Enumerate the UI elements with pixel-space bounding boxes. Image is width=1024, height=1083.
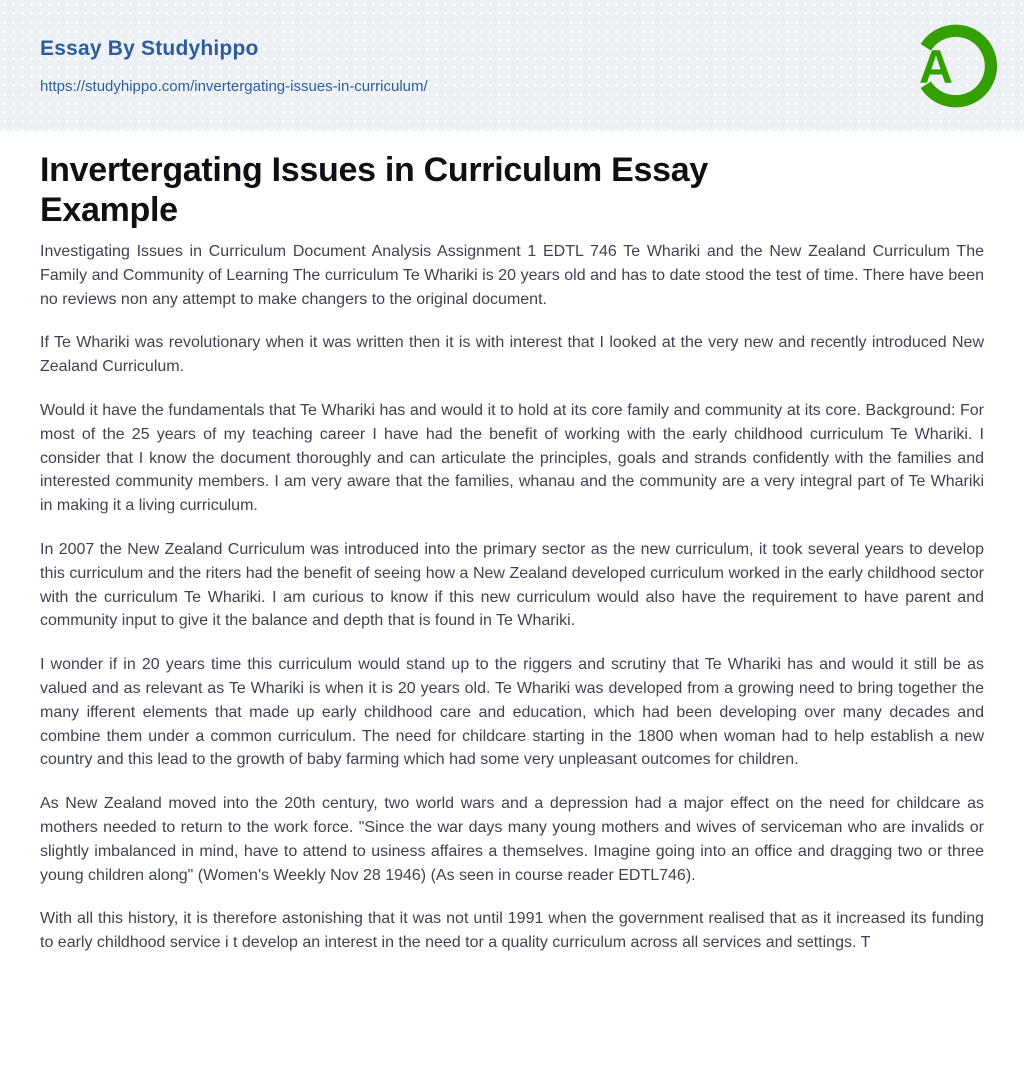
essay-title-line-2: Example — [40, 191, 178, 229]
essay-paragraph: If Te Whariki was revolutionary when it was written then it is with interest that I looked at the very new and recently introduced New Zealand Curriculum. — [40, 334, 984, 376]
logo-arc-icon — [904, 19, 998, 113]
essay-paragraph: With all this history, it is therefore astonishing that it was not until 1991 when the government realised that as it increased its funding to early childhood service i t develop an interest in the need tor a quality curriculum across all services and settings. T — [40, 910, 984, 952]
essay-paragraph: Investigating Issues in Curriculum Document Analysis Assignment 1 EDTL 746 Te Whariki and the New Zealand Curriculum The Family and Community of Learning The curriculum Te Whariki is 20 years old and has to date stood the test of time. There have been no reviews non any attempt to make changers to the original document. — [40, 243, 984, 308]
essay-paragraph: In 2007 the New Zealand Curriculum was introduced into the primary sector as the new curriculum, it took several years to develop this curriculum and the riters had the benefit of seeing how a New Zealand developed curriculum worked in the early childhood sector with the curriculum Te Whariki. I am curious to know if this new curriculum would also have the requirement to have parent and community input to give it the balance and depth that is found in Te Whariki. — [40, 540, 984, 630]
essay-paragraph: Would it have the fundamentals that Te Whariki has and would it to hold at its core family and community at its core. Background: For most of the 25 years of my teaching career I have had the benefit of working with the early childhood curriculum Te Whariki. I consider that I know the document thoroughly and can articulate the principles, goals and strands confidently with the families and interested community members. I am very aware that the families, whanau and the community are a very integral part of Te Whariki in making it a living curriculum. — [40, 401, 984, 515]
page-url-link[interactable]: https://studyhippo.com/invertergating-issues-in-curriculum/ — [40, 77, 428, 95]
header-text-block — [40, 37, 428, 95]
essay-paragraph: As New Zealand moved into the 20th century, two world wars and a depression had a major effect on the need for childcare as mothers needed to return to the work force. "Since the war days many young mothers and wives of serviceman who are invalids or slightly imbalanced in mind, have to attend to usiness affaires a themselves. Imagine going into an office and dragging two or three young children along" (Women's Weekly Nov 28 1946) (As seen in course reader EDTL746). — [40, 795, 984, 884]
essay-body — [0, 150, 1024, 1015]
essay-title — [40, 150, 984, 230]
studyhippo-logo — [904, 19, 998, 113]
essay-title-line-1: Invertergating Issues in Curriculum Essay — [40, 151, 708, 189]
essay-paragraph: I wonder if in 20 years time this curriculum would stand up to the riggers and scrutiny that Te Whariki has and would it still be as valued and as relevant as Te Whariki is when it is 20 years old. Te Whariki was developed from a growing need to bring together the many ifferent elements that made up early childhood care and education, which had been developing over many decades and combine them under a common curriculum. The need for childcare starting in the 1800 when woman had to help establish a new country and this lead to the growth of baby farming which had some very unpleasant outcomes for children. — [40, 656, 984, 769]
site-title: Essay By Studyhippo — [40, 36, 259, 60]
logo-letter: A — [918, 39, 953, 93]
page-header — [0, 0, 1024, 131]
